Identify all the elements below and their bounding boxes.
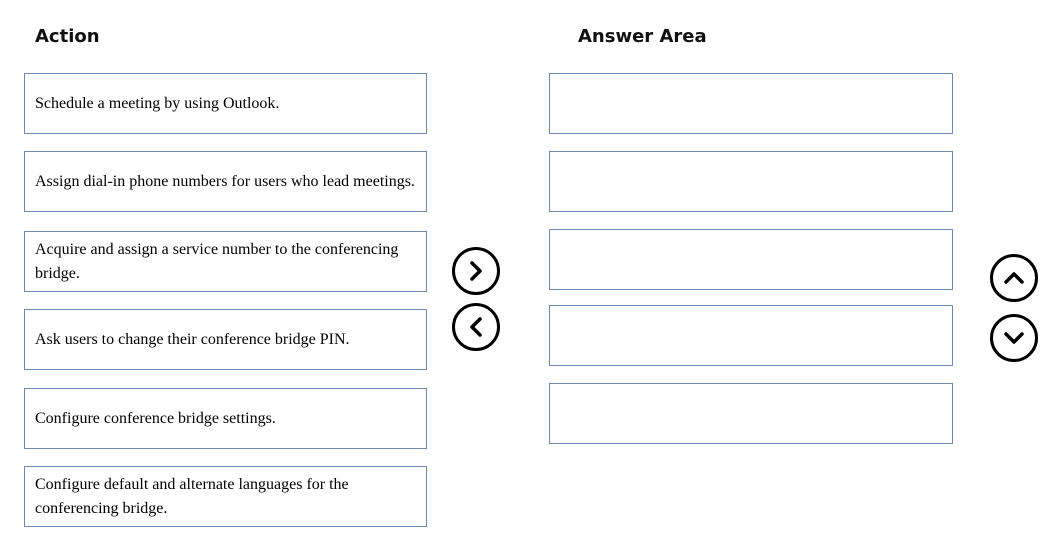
- answer-slot[interactable]: [549, 383, 953, 444]
- chevron-down-icon: [1003, 327, 1025, 349]
- action-item[interactable]: [24, 73, 427, 134]
- answer-slot[interactable]: [549, 73, 953, 134]
- move-right-button[interactable]: [452, 247, 500, 295]
- answer-slot[interactable]: [549, 229, 953, 290]
- action-item[interactable]: [24, 151, 427, 212]
- action-item[interactable]: [24, 231, 427, 292]
- action-item[interactable]: [24, 388, 427, 449]
- answer-area-heading: Answer Area: [578, 26, 707, 47]
- answer-slot[interactable]: [549, 305, 953, 366]
- move-left-button[interactable]: [452, 303, 500, 351]
- action-item[interactable]: [24, 466, 427, 527]
- action-item[interactable]: [24, 309, 427, 370]
- action-item-label: Acquire and assign a service number to the conferencing bridge.: [35, 240, 399, 282]
- action-heading: Action: [35, 26, 100, 47]
- answer-slot[interactable]: [549, 151, 953, 212]
- action-item-label: Schedule a meeting by using Outlook.: [35, 94, 280, 112]
- move-down-button[interactable]: [990, 314, 1038, 362]
- chevron-up-icon: [1003, 267, 1025, 289]
- move-up-button[interactable]: [990, 254, 1038, 302]
- chevron-left-icon: [465, 316, 487, 338]
- action-item-label: Assign dial-in phone numbers for users who lead meetings.: [35, 172, 415, 190]
- chevron-right-icon: [465, 260, 487, 282]
- action-item-label: Ask users to change their conference bridge PIN.: [35, 330, 350, 348]
- action-item-label: Configure conference bridge settings.: [35, 409, 276, 427]
- action-item-label: Configure default and alternate languages for the conferencing bridge.: [35, 475, 349, 517]
